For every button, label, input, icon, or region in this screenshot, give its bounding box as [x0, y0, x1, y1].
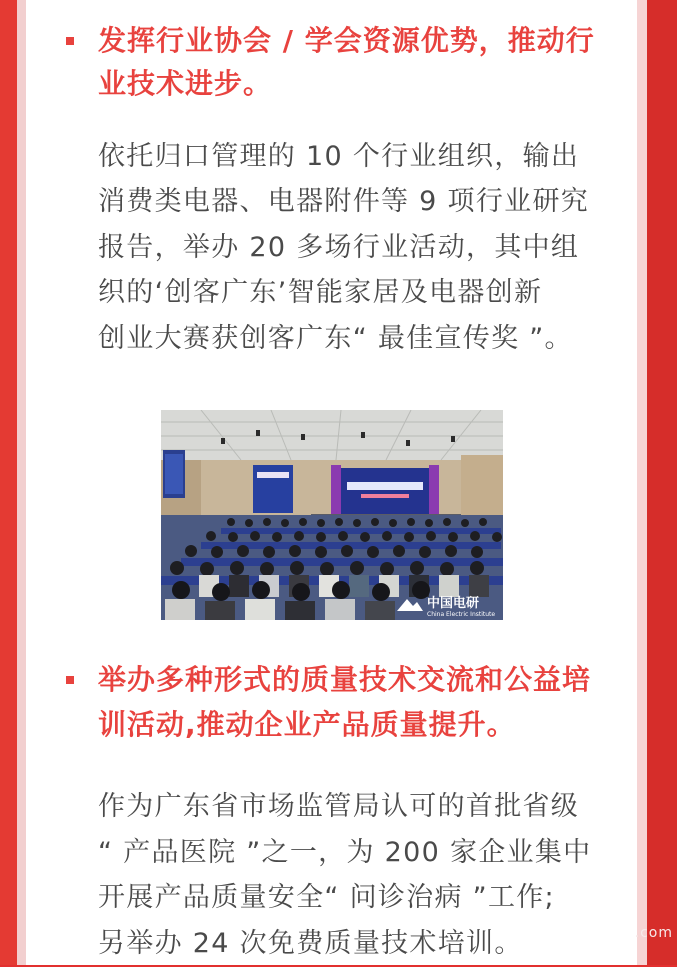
section-2-body-line: “ 产品医院 ”之一，为 200 家企业集中 [98, 837, 592, 868]
right-border-inner-stripe [637, 0, 647, 965]
watermark-text: .com [634, 925, 673, 941]
section-2-body-line: 另举办 24 次免费质量技术培训。 [98, 928, 523, 959]
section-1-body-line: 消费类电器、电器附件等 9 项行业研究 [98, 186, 590, 217]
left-border-inner-stripe [17, 0, 26, 965]
photo-logo-subtext: China Electric Institute [427, 611, 496, 618]
section-2-heading-line-2: 训活动,推动企业产品质量提升。 [98, 708, 516, 741]
section-2-bullet-icon [66, 676, 74, 684]
section-2-body-line: 作为广东省市场监管局认可的首批省级 [98, 791, 580, 822]
section-1-body-line: 创业大赛获创客广东“ 最佳宣传奖 ”。 [98, 323, 573, 354]
section-2-body-line: 开展产品质量安全“ 问诊治病 ”工作; [98, 882, 555, 913]
section-1-bullet-icon [66, 37, 74, 45]
conference-photo [161, 410, 503, 620]
photo-logo-text: 中国电研 [427, 596, 480, 611]
section-1-heading-line-1: 发挥行业协会 / 学会资源优势，推动行 [98, 24, 595, 57]
section-1-heading-line-2: 业技术进步。 [98, 67, 273, 100]
section-1-body-line: 依托归口管理的 10 个行业组织，输出 [98, 141, 580, 172]
section-1-body-line: 报告，举办 20 多场行业活动，其中组 [98, 232, 580, 263]
section-2-heading-line-1: 举办多种形式的质量技术交流和公益培 [98, 663, 592, 696]
section-1-body-line: 织的‘创客广东’智能家居及电器创新 [98, 277, 543, 308]
